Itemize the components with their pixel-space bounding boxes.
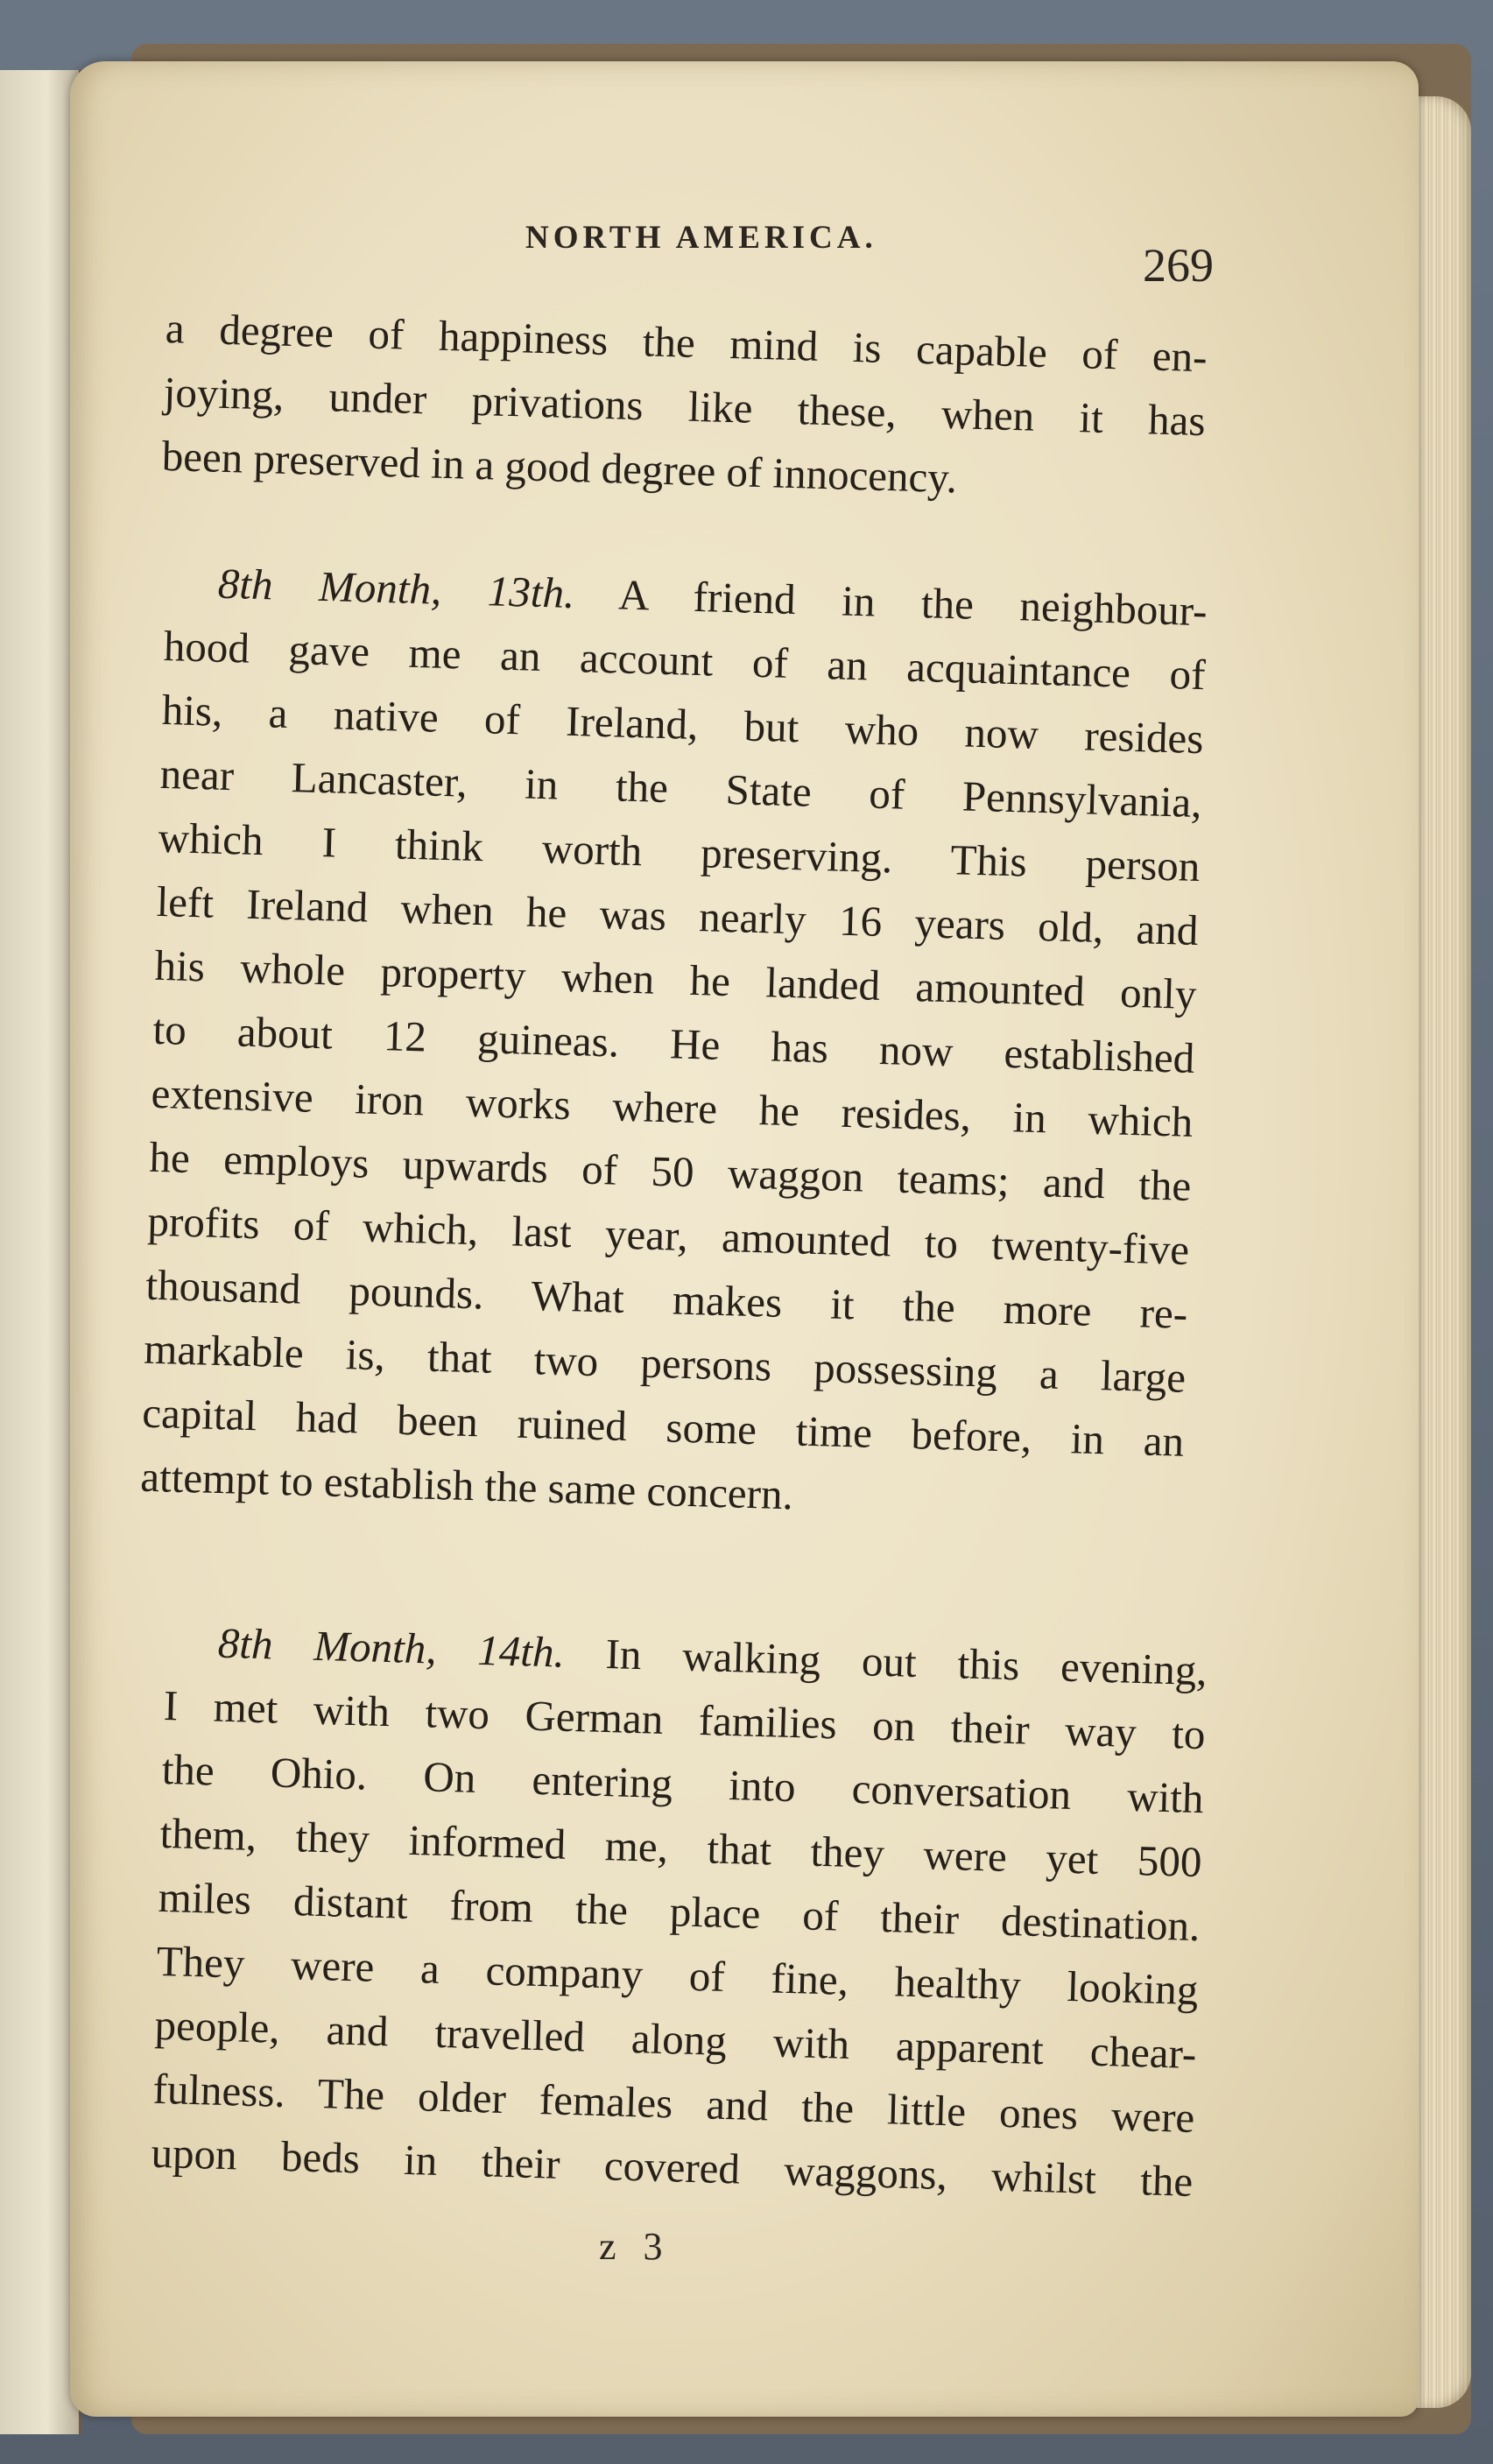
page-number: 269 bbox=[1143, 239, 1214, 292]
text-line: the Ohio. On entering into conversation with bbox=[161, 1744, 1205, 1823]
text-line: joying, under privations like these, when it has bbox=[163, 367, 1207, 446]
entry-date: 8th Month, 13th. bbox=[217, 559, 576, 618]
text-line: been preserved in a good degree of innocency. bbox=[161, 431, 958, 503]
text-line: which I think worth preserving. This person bbox=[158, 813, 1201, 891]
text-line: he employs upwards of 50 waggon teams; and the bbox=[148, 1132, 1192, 1210]
text-line: thousand pounds. What makes it the more re- bbox=[144, 1260, 1188, 1338]
text-line: attempt to establish the same concern. bbox=[139, 1452, 794, 1519]
journal-entry-14th bbox=[151, 1609, 1208, 2214]
text-line: upon beds in their covered waggons, whilst the bbox=[150, 2128, 1194, 2206]
text-line: miles distant from the place of their destination. bbox=[158, 1872, 1201, 1951]
entry-date: 8th Month, 14th. bbox=[217, 1618, 566, 1677]
text-line: people, and travelled along with apparent chear- bbox=[153, 2000, 1198, 2079]
text-line: profits of which, last year, amounted to twenty-five bbox=[146, 1196, 1190, 1274]
text-line: his whole property when he landed amounted only bbox=[153, 940, 1198, 1019]
text-fragment: In walking out this evening, bbox=[604, 1630, 1208, 1695]
text-line: extensive iron works where he resides, in which bbox=[150, 1068, 1194, 1146]
text-line: to about 12 guineas. He has now established bbox=[151, 1004, 1196, 1083]
text-fragment: A friend in the neighbour- bbox=[617, 570, 1208, 636]
text-line: near Lancaster, in the State of Pennsylvania, bbox=[159, 749, 1203, 827]
running-title: NORTH AMERICA. bbox=[525, 220, 877, 256]
text-line: fulness. The older females and the little ones were bbox=[151, 2064, 1196, 2143]
journal-entry-13th bbox=[139, 550, 1208, 1538]
paragraph-continuation bbox=[161, 296, 1208, 517]
text-line: hood gave me an account of an acquaintance of bbox=[163, 621, 1207, 700]
text-line: his, a native of Ireland, but who now resides bbox=[161, 685, 1205, 764]
text-line: a degree of happiness the mind is capable of en- bbox=[165, 303, 1208, 382]
text-line: left Ireland when he was nearly 16 years old, and bbox=[156, 876, 1200, 955]
text-line: markable is, that two persons possessing a large bbox=[143, 1324, 1187, 1402]
signature-mark: z 3 bbox=[599, 2225, 672, 2268]
text-line: capital had been ruined some time before, in an bbox=[141, 1388, 1185, 1466]
text-line: They were a company of fine, healthy looking bbox=[156, 1936, 1200, 2015]
text-line: I met with two German families on their way to bbox=[163, 1680, 1207, 1759]
text-line: them, they informed me, that they were yet 500 bbox=[159, 1808, 1203, 1887]
